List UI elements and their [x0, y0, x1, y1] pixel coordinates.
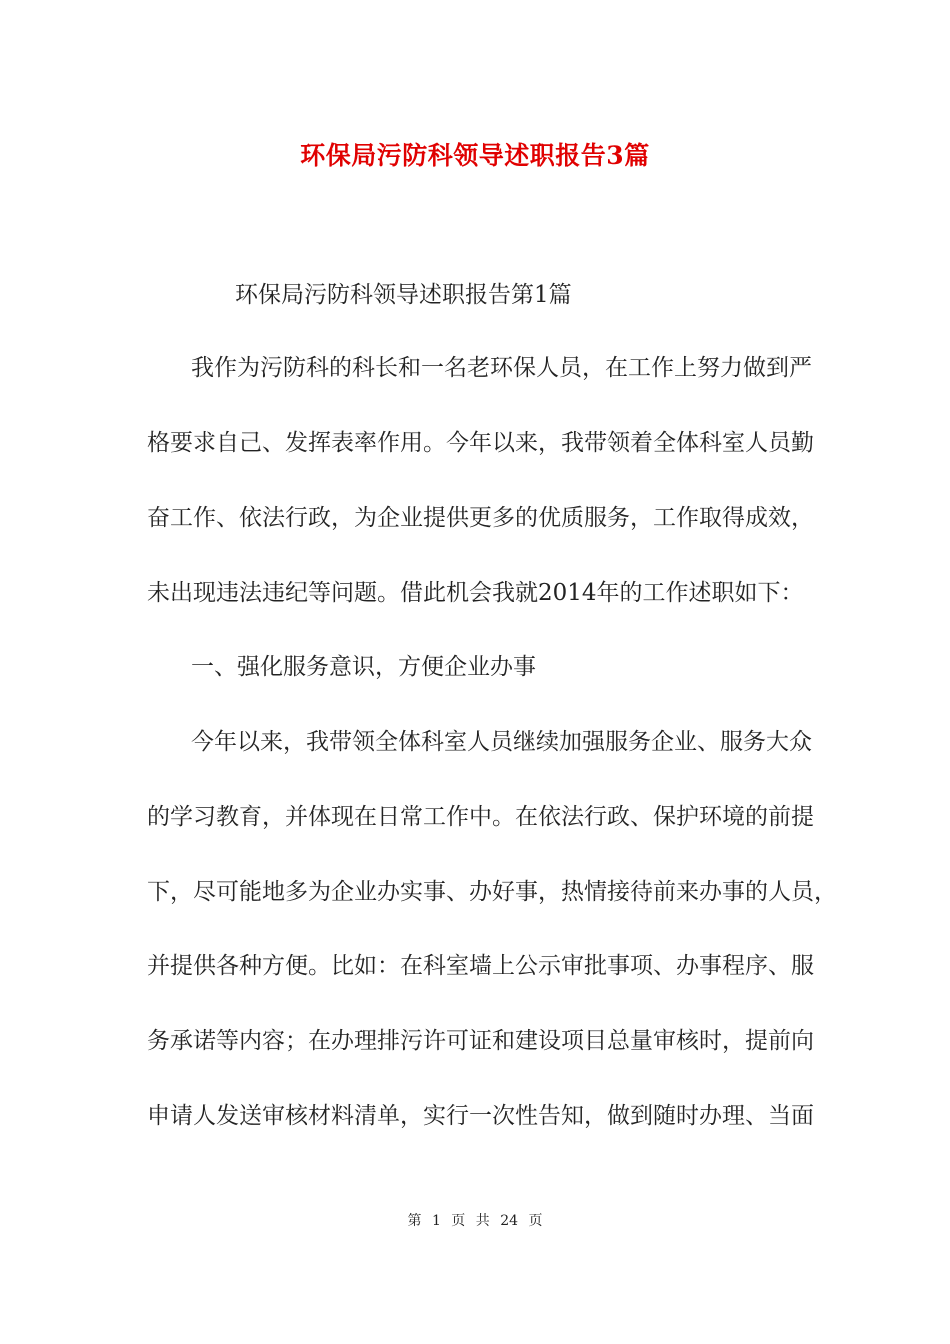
- paragraph-line-7: 下，尽可能地多为企业办实事、办好事，热情接待前来办事的人员，: [147, 879, 837, 905]
- subsection-heading: 一、强化服务意识，方便企业办事: [191, 654, 536, 680]
- section-heading: 环保局污防科领导述职报告第1篇: [235, 282, 572, 308]
- paragraph-line-5: 今年以来，我带领全体科室人员继续加强服务企业、服务大众: [191, 729, 812, 755]
- paragraph-line-1: 我作为污防科的科长和一名老环保人员，在工作上努力做到严: [191, 355, 812, 381]
- paragraph-line-4: 未出现违法违纪等问题。借此机会我就2014年的工作述职如下：: [147, 580, 804, 606]
- document-title: 环保局污防科领导述职报告3篇: [300, 141, 650, 170]
- paragraph-line-3: 奋工作、依法行政，为企业提供更多的优质服务，工作取得成效，: [147, 505, 814, 531]
- page-number: 第 1 页 共 24 页: [407, 1213, 543, 1229]
- paragraph-line-10: 申请人发送审核材料清单，实行一次性告知，做到随时办理、当面: [147, 1103, 814, 1129]
- paragraph-line-6: 的学习教育，并体现在日常工作中。在依法行政、保护环境的前提: [147, 804, 814, 830]
- paragraph-line-8: 并提供各种方便。比如：在科室墙上公示审批事项、办事程序、服: [147, 953, 814, 979]
- paragraph-line-9: 务承诺等内容；在办理排污许可证和建设项目总量审核时，提前向: [147, 1028, 814, 1054]
- paragraph-line-2: 格要求自己、发挥表率作用。今年以来，我带领着全体科室人员勤: [147, 430, 814, 456]
